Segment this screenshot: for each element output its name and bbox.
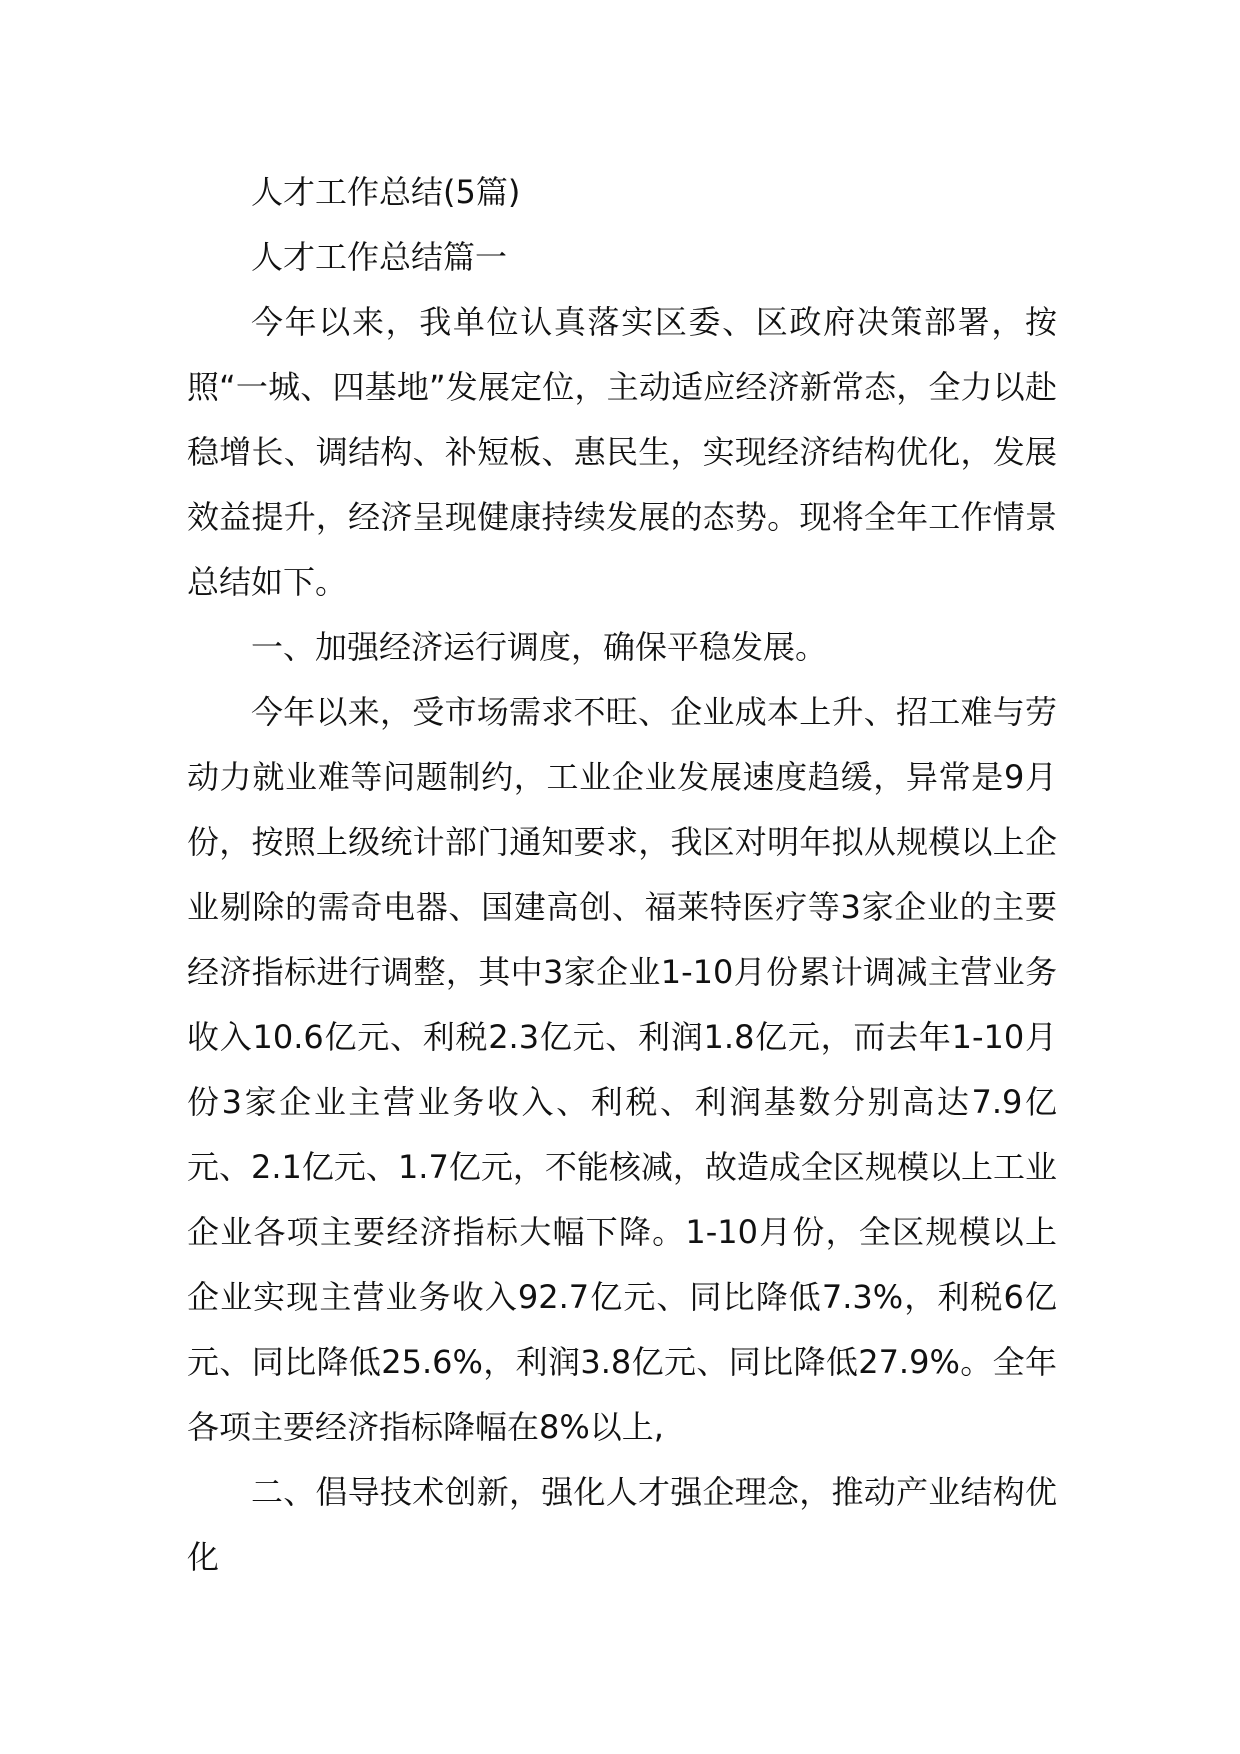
paragraph-intro: 今年以来，我单位认真落实区委、区政府决策部署，按照“一城、四基地”发展定位，主动适应经济新常态，全力以赴稳增长、调结构、补短板、惠民生，实现经济结构优化，发展效益提升，经济呈现健康持续发展的态势。现将全年工作情景总结如下。 xyxy=(187,303,1057,601)
section-heading-1: 一、加强经济运行调度，确保平稳发展。 xyxy=(251,628,828,666)
section-heading-2: 二、倡导技术创新，强化人才强企理念，推动产业结构优化 xyxy=(187,1473,1057,1576)
document-subtitle: 人才工作总结篇一 xyxy=(251,238,508,276)
document-title: 人才工作总结(5篇) xyxy=(251,173,521,211)
document-body xyxy=(187,160,1057,1590)
paragraph-section-1: 今年以来，受市场需求不旺、企业成本上升、招工难与劳动力就业难等问题制约，工业企业发展速度趋缓，异常是9月份，按照上级统计部门通知要求，我区对明年拟从规模以上企业剔除的需奇电器、国建高创、福莱特医疗等3家企业的主要经济指标进行调整，其中3家企业1-10月份累计调减主营业务收入10.6亿元、利税2.3亿元、利润1.8亿元，而去年1-10月份3家企业主营业务收入、利税、利润基数分别高达7.9亿元、2.1亿元、1.7亿元，不能核减，故造成全区规模以上工业企业各项主要经济指标大幅下降。1-10月份，全区规模以上企业实现主营业务收入92.7亿元、同比降低7.3%，利税6亿元、同比降低25.6%，利润3.8亿元、同比降低27.9%。全年各项主要经济指标降幅在8%以上, xyxy=(187,693,1057,1446)
